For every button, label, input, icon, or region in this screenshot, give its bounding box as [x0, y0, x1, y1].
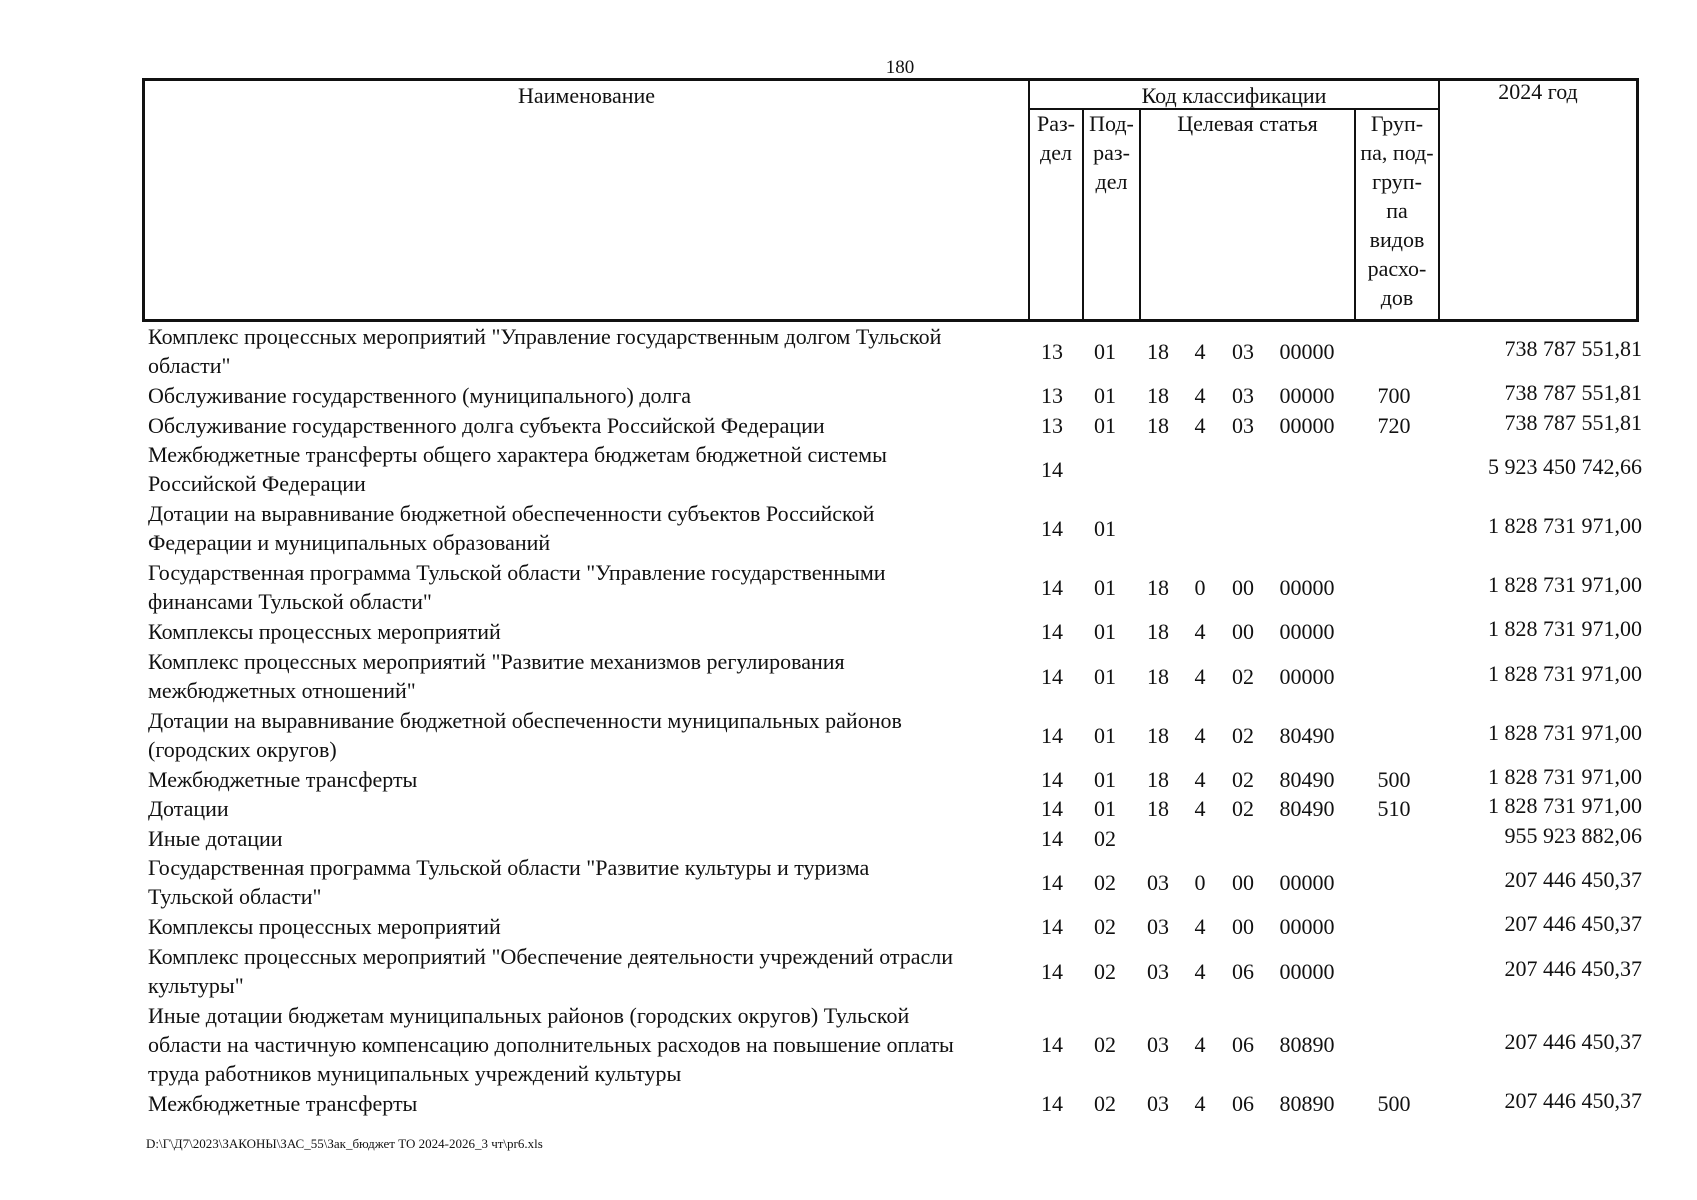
code-t4: 00000	[1279, 575, 1335, 600]
row-name: Обслуживание государственного (муниципального) долга	[148, 383, 692, 408]
code-t3: 02	[1232, 722, 1254, 748]
table-row	[142, 1001, 1642, 1090]
row-amount: 738 787 551,81	[1504, 336, 1642, 361]
row-name: Межбюджетные трансферты общего характера бюджетам бюджетной системы Российской Федерации	[148, 442, 887, 496]
code-t4: 80890	[1279, 1032, 1335, 1058]
code-t4: 00000	[1279, 383, 1335, 409]
row-name: Дотации на выравнивание бюджетной обеспеченности муниципальных районов (городских округов)	[148, 707, 902, 762]
code-t3: 03	[1232, 412, 1254, 438]
code-t1: 03	[1147, 1032, 1169, 1058]
code-p: 01	[1094, 796, 1116, 822]
header-classification: Код классификации	[1141, 83, 1327, 108]
code-t2: 4	[1194, 412, 1206, 438]
header-name: Наименование	[517, 83, 656, 108]
table-row	[142, 440, 1642, 499]
row-name: Дотации на выравнивание бюджетной обеспеченности субъектов Российской Федерации и муниципальных образований	[148, 501, 875, 555]
code-t4: 00000	[1279, 412, 1335, 438]
table-body	[142, 322, 1642, 1119]
code-t2: 4	[1194, 339, 1206, 364]
code-t1: 18	[1147, 619, 1169, 645]
table-row	[142, 824, 1642, 854]
code-r: 14	[1041, 663, 1063, 689]
row-amount: 207 446 450,37	[1504, 955, 1642, 981]
footer-file-path: D:\Г\Д7\2023\ЗАКОНЫ\ЗАС_55\Зак_бюджет ТО 2024-2026_3 чт\pr6.xls	[146, 1136, 543, 1151]
code-p: 02	[1094, 825, 1116, 851]
row-name: Межбюджетные трансферты	[148, 1091, 418, 1116]
table-row	[142, 794, 1642, 824]
code-t3: 06	[1232, 958, 1254, 984]
code-r: 14	[1041, 722, 1063, 748]
code-p: 02	[1094, 1091, 1116, 1117]
code-g: 700	[1377, 383, 1411, 409]
code-t4: 80490	[1279, 796, 1335, 822]
code-p: 01	[1094, 383, 1116, 409]
row-amount: 207 446 450,37	[1504, 867, 1642, 892]
header-razdel: Раз- дел	[1036, 111, 1076, 165]
code-g: 510	[1377, 796, 1411, 822]
page-number: 180	[885, 57, 915, 78]
code-g: 720	[1377, 412, 1411, 438]
code-t4: 00000	[1279, 914, 1335, 940]
code-t1: 18	[1147, 412, 1169, 438]
row-amount: 1 828 731 971,00	[1488, 719, 1642, 745]
table-row	[142, 322, 1642, 381]
code-t4: 80490	[1279, 722, 1335, 748]
code-t4: 00000	[1279, 339, 1335, 364]
code-t3: 00	[1232, 870, 1254, 895]
code-t3: 03	[1232, 383, 1254, 409]
code-t2: 4	[1194, 766, 1206, 792]
row-amount: 207 446 450,37	[1504, 911, 1642, 937]
row-name: Комплексы процессных мероприятий	[148, 914, 501, 939]
table-row	[142, 1089, 1642, 1119]
code-p: 01	[1094, 663, 1116, 689]
code-t4: 80890	[1279, 1091, 1335, 1117]
code-t2: 4	[1194, 1091, 1206, 1117]
code-t1: 18	[1147, 796, 1169, 822]
row-amount: 1 828 731 971,00	[1488, 763, 1642, 789]
code-t2: 0	[1194, 575, 1206, 600]
row-name: Комплексы процессных мероприятий	[148, 619, 501, 644]
code-t2: 4	[1194, 796, 1206, 822]
code-t1: 03	[1147, 914, 1169, 940]
code-p: 01	[1094, 575, 1116, 600]
header-podrazdel: Под- раз- дел	[1089, 111, 1134, 194]
code-t3: 06	[1232, 1032, 1254, 1058]
code-t1: 18	[1147, 339, 1169, 364]
code-t3: 00	[1232, 575, 1254, 600]
code-g: 500	[1377, 1091, 1411, 1117]
code-t1: 18	[1147, 383, 1169, 409]
code-t2: 4	[1194, 914, 1206, 940]
code-t3: 00	[1232, 914, 1254, 940]
code-t4: 00000	[1279, 619, 1335, 645]
row-amount: 1 828 731 971,00	[1488, 793, 1642, 819]
code-r: 14	[1041, 516, 1063, 541]
code-r: 14	[1041, 766, 1063, 792]
row-name: Комплекс процессных мероприятий "Управление государственным долгом Тульской области"	[148, 324, 942, 378]
code-r: 14	[1041, 575, 1063, 600]
table-row	[142, 706, 1642, 765]
code-t3: 02	[1232, 663, 1254, 689]
code-g: 500	[1377, 766, 1411, 792]
code-t1: 03	[1147, 958, 1169, 984]
code-t4: 00000	[1279, 663, 1335, 689]
code-t4: 00000	[1279, 870, 1335, 895]
row-amount: 207 446 450,37	[1504, 1088, 1642, 1114]
code-p: 01	[1094, 412, 1116, 438]
row-amount: 1 828 731 971,00	[1488, 513, 1642, 538]
code-r: 14	[1041, 914, 1063, 940]
code-p: 02	[1094, 958, 1116, 984]
code-r: 14	[1041, 619, 1063, 645]
row-name: Государственная программа Тульской области "Развитие культуры и туризма Тульской области"	[148, 855, 870, 909]
code-t1: 03	[1147, 870, 1169, 895]
row-name: Государственная программа Тульской области "Управление государственными финансами Тульской области"	[148, 560, 886, 614]
code-r: 14	[1041, 1091, 1063, 1117]
code-t2: 4	[1194, 722, 1206, 748]
table-row	[142, 765, 1642, 795]
row-amount: 207 446 450,37	[1504, 1029, 1642, 1055]
row-name: Обслуживание государственного долга субъекта Российской Федерации	[148, 412, 825, 438]
code-r: 14	[1041, 796, 1063, 822]
code-r: 13	[1041, 383, 1063, 409]
table-row	[142, 381, 1642, 411]
code-r: 14	[1041, 1032, 1063, 1058]
code-p: 01	[1094, 722, 1116, 748]
row-name: Иные дотации бюджетам муниципальных районов (городских округов) Тульской области на частичную компенсацию дополнительных расходов на повышение оплаты труда работников муниципальных учреждений культуры	[148, 1002, 954, 1086]
row-name: Комплекс процессных мероприятий "Обеспечение деятельности учреждений отрасли культуры"	[148, 943, 954, 998]
row-name: Комплекс процессных мероприятий "Развитие механизмов регулирования межбюджетных отношений"	[148, 648, 845, 703]
table-row	[142, 647, 1642, 706]
divider	[1438, 81, 1440, 319]
code-p: 01	[1094, 339, 1116, 364]
code-t2: 4	[1194, 663, 1206, 689]
code-t2: 4	[1194, 958, 1206, 984]
code-p: 01	[1094, 766, 1116, 792]
code-t2: 0	[1194, 870, 1206, 895]
code-t3: 02	[1232, 766, 1254, 792]
code-t3: 06	[1232, 1091, 1254, 1117]
row-name: Иные дотации	[148, 825, 283, 851]
header-year: 2024 год	[1498, 79, 1578, 104]
code-p: 01	[1094, 619, 1116, 645]
code-t1: 18	[1147, 766, 1169, 792]
table-row	[142, 912, 1642, 942]
code-t2: 4	[1194, 383, 1206, 409]
row-name: Дотации	[148, 796, 229, 821]
table-row	[142, 617, 1642, 647]
table-row	[142, 558, 1642, 617]
code-t3: 02	[1232, 796, 1254, 822]
row-name: Межбюджетные трансферты	[148, 766, 418, 792]
code-t1: 18	[1147, 575, 1169, 600]
row-amount: 1 828 731 971,00	[1488, 616, 1642, 642]
header-target: Целевая статья	[1177, 111, 1318, 136]
row-amount: 5 923 450 742,66	[1488, 454, 1642, 479]
row-amount: 738 787 551,81	[1504, 409, 1642, 435]
divider	[1139, 108, 1141, 319]
table-row	[142, 411, 1642, 441]
code-t1: 03	[1147, 1091, 1169, 1117]
code-t3: 00	[1232, 619, 1254, 645]
code-r: 14	[1041, 870, 1063, 895]
code-p: 02	[1094, 914, 1116, 940]
table-row	[142, 499, 1642, 558]
code-r: 14	[1041, 825, 1063, 851]
code-t3: 03	[1232, 339, 1254, 364]
row-amount: 1 828 731 971,00	[1488, 660, 1642, 686]
code-t2: 4	[1194, 1032, 1206, 1058]
table-header	[142, 78, 1639, 322]
row-amount: 1 828 731 971,00	[1488, 572, 1642, 597]
row-amount: 738 787 551,81	[1504, 380, 1642, 406]
code-t4: 80490	[1279, 766, 1335, 792]
code-p: 01	[1094, 516, 1116, 541]
table-row	[142, 942, 1642, 1001]
code-t4: 00000	[1279, 958, 1335, 984]
header-group: Груп- па, под- груп- па видов расхо- дов	[1360, 111, 1434, 310]
code-r: 14	[1041, 958, 1063, 984]
code-t1: 18	[1147, 722, 1169, 748]
code-p: 02	[1094, 870, 1116, 895]
code-t1: 18	[1147, 663, 1169, 689]
code-r: 13	[1041, 339, 1063, 364]
table-row	[142, 853, 1642, 912]
code-r: 14	[1041, 457, 1063, 482]
code-p: 02	[1094, 1032, 1116, 1058]
row-amount: 955 923 882,06	[1504, 822, 1642, 848]
code-t2: 4	[1194, 619, 1206, 645]
code-r: 13	[1041, 412, 1063, 438]
